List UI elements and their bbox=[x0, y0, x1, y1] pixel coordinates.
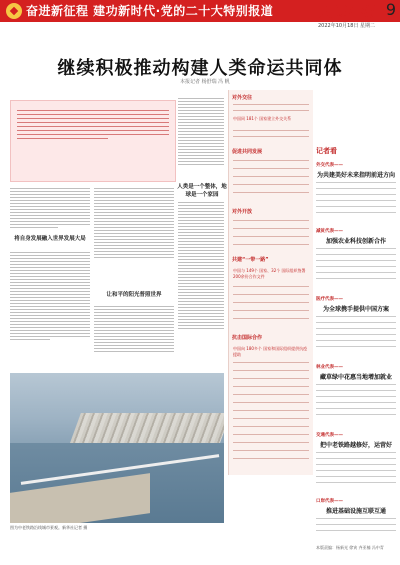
page-number: 9 bbox=[385, 0, 396, 19]
sidebar-heading-cooperation: 抗击国际合作 bbox=[232, 335, 263, 341]
sidebar-heading-development: 促进共同发展 bbox=[232, 149, 263, 155]
sidebar-heading-belt-road: 共建“一带一路” bbox=[232, 257, 269, 263]
page-credits: 本版责编：杨新光 徐寅 齐亚楠 冯中青 bbox=[316, 545, 384, 550]
article-column-1b bbox=[10, 250, 90, 342]
byline: 本报记者 杨舒瑞 冯 帆 bbox=[180, 79, 230, 85]
lede-box bbox=[10, 100, 176, 182]
sidebar-heading-opening: 对外开放 bbox=[232, 209, 253, 215]
stat-belt-road: 中国与 149个 国家、32个 国际组织签署200余份合作文件 bbox=[233, 268, 306, 279]
item-source: 交通代表—— bbox=[316, 433, 343, 438]
subhead-community: 人类是一个整体，地球是一个家园 bbox=[177, 184, 227, 198]
reporter-column bbox=[316, 146, 396, 554]
article-column-1 bbox=[10, 186, 90, 230]
page-headline: 继续积极推动构建人类命运共同体 bbox=[57, 58, 343, 79]
article-column-3 bbox=[178, 96, 224, 167]
item-source: 口岸代表—— bbox=[316, 499, 343, 504]
issue-date: 2022年10月18日 星期二 bbox=[318, 23, 376, 29]
item-title: 为共建美好未来指明前进方向 bbox=[316, 172, 395, 179]
subhead-peace: 让和平的阳光普照世界 bbox=[106, 292, 162, 298]
article-column-2b bbox=[94, 304, 174, 354]
item-title: 为全球携手提供中国方案 bbox=[322, 306, 389, 313]
photo-caption: 图为中老铁路沿线城市景观。新华社记者 摄 bbox=[10, 525, 88, 530]
item-title: 加强农业科技创新合作 bbox=[325, 238, 386, 245]
news-photo bbox=[10, 373, 224, 523]
subhead-development: 将自身发展融入世界发展大局 bbox=[14, 236, 86, 242]
newspaper-logo: 人民日报 bbox=[318, 5, 374, 21]
item-source: 外交代表—— bbox=[316, 163, 343, 168]
item-title: 藏草绿中花惠当地增加就业 bbox=[319, 374, 392, 381]
item-title: 推进基础设施互联互通 bbox=[325, 508, 386, 515]
party-emblem-icon bbox=[6, 3, 22, 19]
item-title: 把中老铁路越修好，运营好 bbox=[319, 442, 392, 449]
item-source: 林业代表—— bbox=[316, 365, 343, 370]
stat-diplomatic-relations: 中国同 181个 国家建立外交关系 bbox=[233, 116, 292, 121]
sidebar-heading-diplomacy: 对外交往 bbox=[232, 95, 253, 101]
masthead bbox=[318, 0, 400, 34]
article-column-2 bbox=[94, 186, 174, 260]
column-label: 记者看 bbox=[316, 147, 337, 155]
stat-aid: 中国向 180多个 国家和国际组织提供抗疫援助 bbox=[233, 346, 308, 357]
item-source: 减贫代表—— bbox=[316, 229, 343, 234]
article-column-3b bbox=[178, 200, 224, 331]
infographic-sidebar bbox=[228, 90, 313, 475]
banner-title: 奋进新征程 建功新时代·党的二十大特别报道 bbox=[26, 4, 274, 18]
item-source: 医疗代表—— bbox=[316, 297, 343, 302]
